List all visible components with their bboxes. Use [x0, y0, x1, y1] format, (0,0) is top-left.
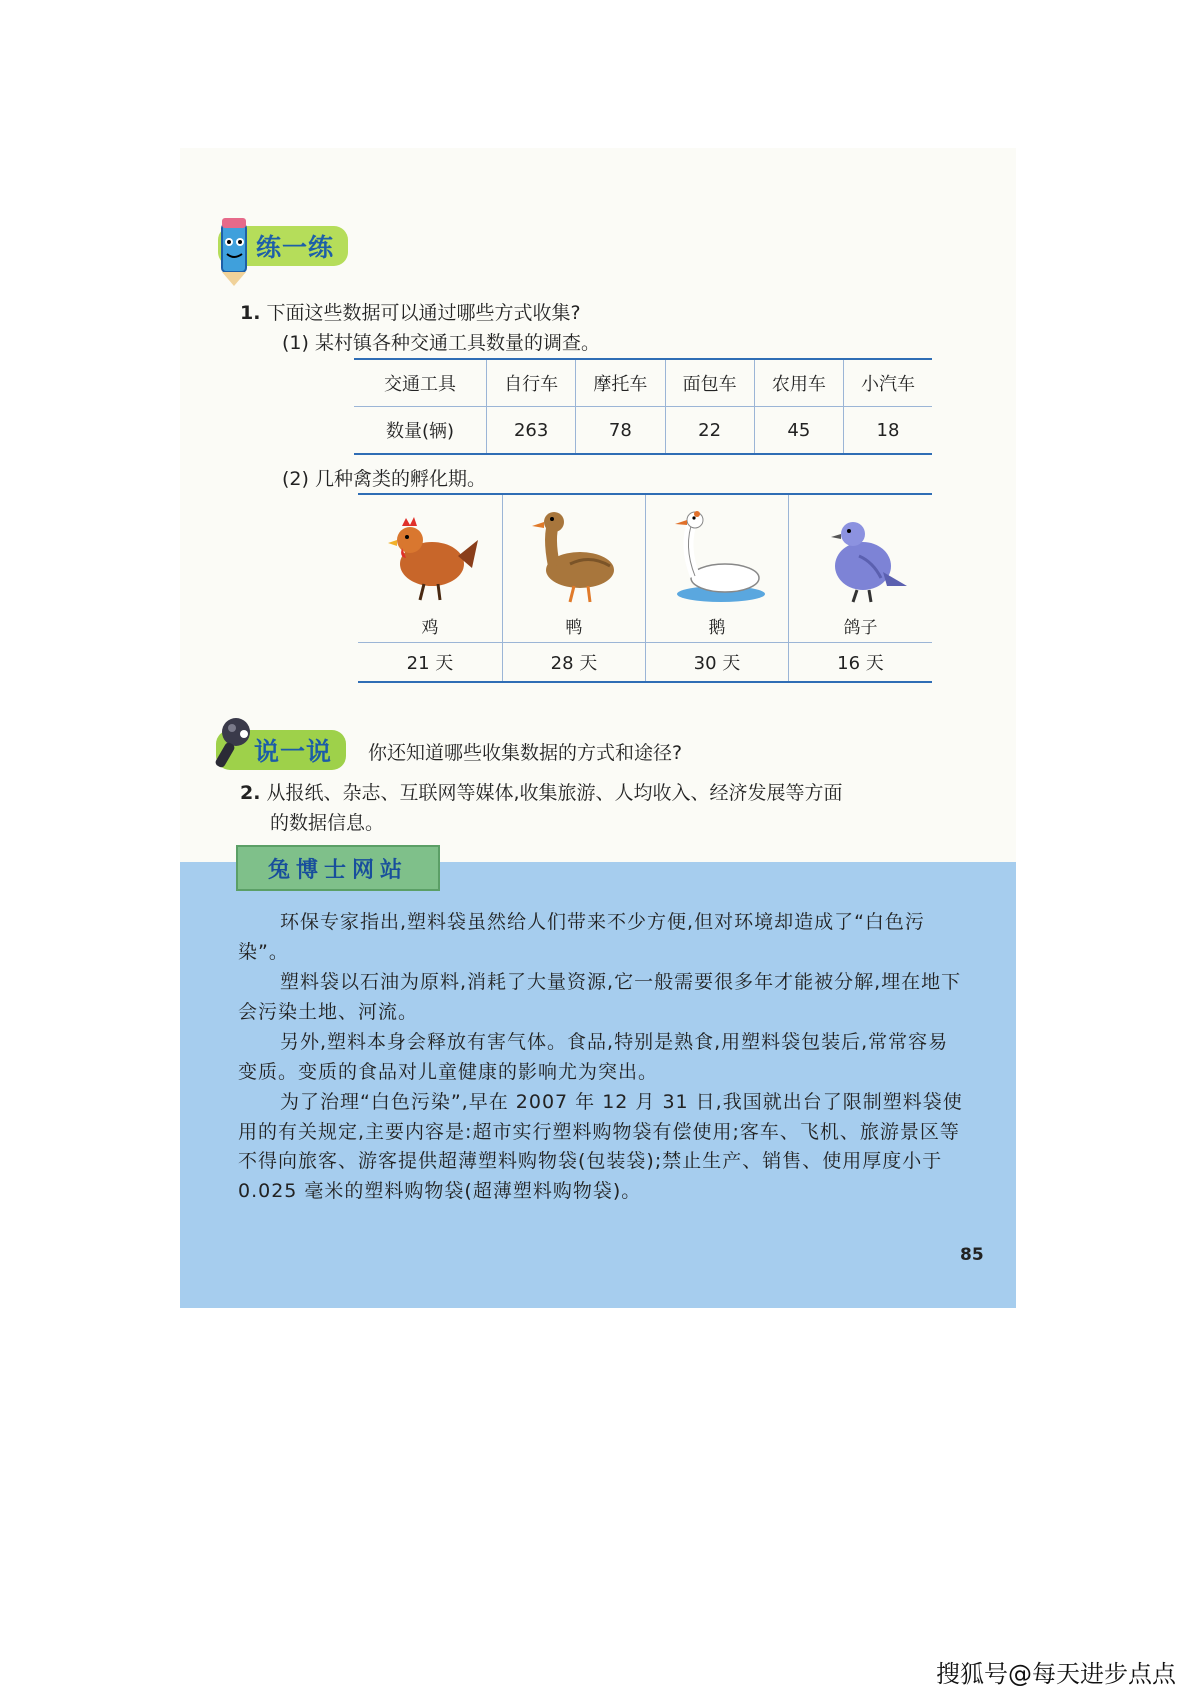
question-1: 1. 下面这些数据可以通过哪些方式收集?: [240, 302, 581, 324]
question-2-line-1: 从报纸、杂志、互联网等媒体,收集旅游、人均收入、经济发展等方面: [266, 782, 843, 804]
table-cell: 45: [754, 407, 843, 455]
page-number: 85: [960, 1245, 984, 1265]
table-column-header: 农用车: [754, 359, 843, 407]
question-2-number: 2.: [240, 782, 261, 804]
question-2-line-2: 的数据信息。: [270, 812, 385, 834]
bird-cell: [789, 495, 932, 681]
table-cell: 263: [487, 407, 576, 455]
goose-icon: [667, 506, 767, 606]
website-paragraph-4: 为了治理“白色污染”,早在 2007 年 12 月 31 日,我国就出台了限制塑料袋使用的有关规定,主要内容是:超市实行塑料购物袋有偿使用;客车、飞机、旅游景区等不得向旅客、游客提供超薄塑料购物袋(包装袋);禁止生产、销售、使用厚度小于 0.025 毫米的塑料购物袋(超薄塑料购物袋)。: [238, 1091, 963, 1202]
table-cell: 22: [665, 407, 754, 455]
pigeon-icon: [811, 506, 911, 606]
practice-badge-label: 练一练: [218, 226, 348, 266]
question-1-part-1: (1) 某村镇各种交通工具数量的调查。: [282, 332, 600, 354]
table-row: [354, 407, 932, 455]
vehicle-table: [354, 358, 932, 455]
table-column-header: 自行车: [487, 359, 576, 407]
incubation-days: 30 天: [646, 642, 788, 681]
bird-cell: [358, 495, 503, 681]
duck-icon: [524, 506, 624, 606]
bird-name: 鹅: [708, 617, 726, 638]
bird-name: 鸽子: [843, 617, 878, 638]
microphone-mascot-icon: [202, 714, 258, 774]
table-cell: 78: [576, 407, 665, 455]
say-badge-label: 说一说: [216, 730, 346, 770]
pencil-mascot-icon: [204, 216, 264, 286]
bird-cell: [503, 495, 646, 681]
incubation-days: 16 天: [789, 642, 932, 681]
question-2: [240, 778, 843, 808]
question-1-text: 下面这些数据可以通过哪些方式收集?: [266, 302, 581, 324]
table-column-header: 小汽车: [844, 359, 933, 407]
table-row: [354, 359, 932, 407]
bird-incubation-table: [358, 493, 932, 683]
chicken-icon: [380, 506, 480, 606]
say-badge: [196, 730, 346, 770]
table-column-header: 摩托车: [576, 359, 665, 407]
watermark: 搜狐号@每天进步点点: [936, 1660, 1176, 1688]
practice-badge: [198, 226, 348, 266]
table-row-label: 数量(辆): [354, 407, 487, 455]
bird-name: 鸭: [565, 617, 583, 638]
question-1-part-2: (2) 几种禽类的孵化期。: [282, 468, 486, 490]
website-paragraph-3: 另外,塑料本身会释放有害气体。食品,特别是熟食,用塑料袋包装后,常常容易变质。变质的食品对儿童健康的影响尤为突出。: [238, 1031, 949, 1083]
table-header-label: 交通工具: [354, 359, 487, 407]
website-paragraph-1: 环保专家指出,塑料袋虽然给人们带来不少方便,但对环境却造成了“白色污染”。: [238, 911, 925, 963]
bird-name: 鸡: [421, 617, 439, 638]
bird-cell: [646, 495, 789, 681]
website-title: 兔博士网站: [236, 845, 440, 891]
incubation-days: 28 天: [503, 642, 645, 681]
table-cell: 18: [876, 419, 900, 441]
website-paragraph-2: 塑料袋以石油为原料,消耗了大量资源,它一般需要很多年才能被分解,埋在地下会污染土地、河流。: [238, 971, 962, 1023]
table-column-header: 面包车: [665, 359, 754, 407]
say-question: 你还知道哪些收集数据的方式和途径?: [368, 742, 683, 764]
incubation-days: 21 天: [358, 642, 502, 681]
